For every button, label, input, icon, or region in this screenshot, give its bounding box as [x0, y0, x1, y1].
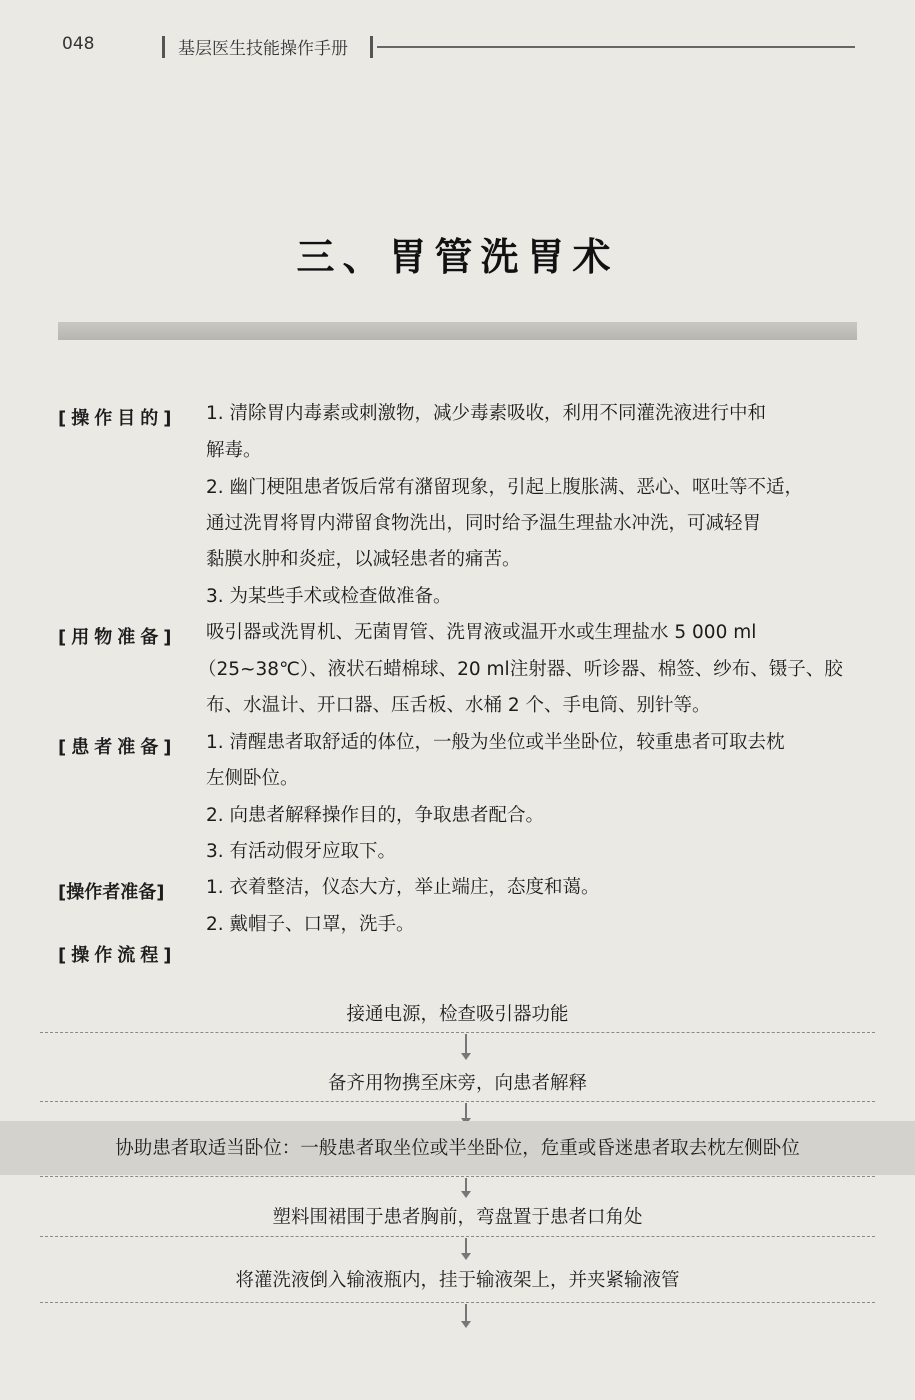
- flow-arrow: [465, 1034, 467, 1054]
- flow-arrow: [465, 1178, 467, 1192]
- page-number: 048: [62, 34, 95, 54]
- header-divider: [162, 36, 165, 58]
- operator-line: 2. 戴帽子、口罩，洗手。: [206, 914, 415, 935]
- flow-divider: [40, 1236, 875, 1237]
- flow-arrow: [465, 1304, 467, 1322]
- flow-step: 将灌洗液倒入输液瓶内，挂于输液架上，并夹紧输液管: [235, 1270, 680, 1291]
- operator-label: [操作者准备]: [58, 882, 165, 903]
- operator-line: 1. 衣着整洁，仪态大方，举止端庄，态度和蔼。: [206, 877, 600, 898]
- purpose-label: [操作目的]: [58, 408, 177, 429]
- patient-label: [患者准备]: [58, 737, 177, 758]
- flow-divider: [40, 1302, 875, 1303]
- header-divider-2: [370, 36, 373, 58]
- flow-divider: [40, 1101, 875, 1102]
- purpose-line: 1. 清除胃内毒素或刺激物，减少毒素吸收，利用不同灌洗液进行中和: [206, 403, 767, 424]
- running-header: [52, 32, 855, 62]
- purpose-line: 黏膜水肿和炎症，以减轻患者的痛苦。: [206, 549, 521, 570]
- flow-step: 协助患者取适当卧位：一般患者取坐位或半坐卧位，危重或昏迷患者取去枕左侧卧位: [115, 1138, 800, 1159]
- purpose-line: 2. 幽门梗阻患者饭后常有潴留现象，引起上腹胀满、恶心、呕吐等不适，: [206, 477, 804, 498]
- flow-step: 接通电源，检查吸引器功能: [346, 1004, 569, 1025]
- flow-divider: [40, 1032, 875, 1033]
- process-label: [操作流程]: [58, 945, 177, 966]
- supplies-line: （25~38℃）、液状石蜡棉球、20 ml注射器、听诊器、棉签、纱布、镊子、胶: [198, 659, 843, 680]
- purpose-line: 通过洗胃将胃内滞留食物洗出，同时给予温生理盐水冲洗，可减轻胃: [206, 513, 762, 534]
- flow-divider: [40, 1176, 875, 1177]
- flow-arrow: [465, 1103, 467, 1119]
- supplies-line: 布、水温计、开口器、压舌板、水桶 2 个、手电筒、别针等。: [206, 695, 711, 716]
- supplies-line: 吸引器或洗胃机、无菌胃管、洗胃液或温开水或生理盐水 5 000 ml: [206, 622, 757, 643]
- flow-step: 塑料围裙围于患者胸前，弯盘置于患者口角处: [272, 1207, 643, 1228]
- purpose-line: 3. 为某些手术或检查做准备。: [206, 586, 452, 607]
- patient-line: 2. 向患者解释操作目的，争取患者配合。: [206, 805, 545, 826]
- book-title: 基层医生技能操作手册: [178, 39, 348, 59]
- purpose-line: 解毒。: [206, 440, 262, 461]
- patient-line: 1. 清醒患者取舒适的体位，一般为坐位或半坐卧位，较重患者可取去枕: [206, 732, 785, 753]
- section-title: 三、胃管洗胃术: [296, 234, 619, 279]
- patient-line: 左侧卧位。: [206, 768, 299, 789]
- title-band: [58, 322, 857, 340]
- supplies-label: [用物准备]: [58, 627, 177, 648]
- flow-step: 备齐用物携至床旁，向患者解释: [327, 1073, 587, 1094]
- flow-arrow: [465, 1238, 467, 1254]
- patient-line: 3. 有活动假牙应取下。: [206, 841, 397, 862]
- header-rule: [377, 46, 855, 48]
